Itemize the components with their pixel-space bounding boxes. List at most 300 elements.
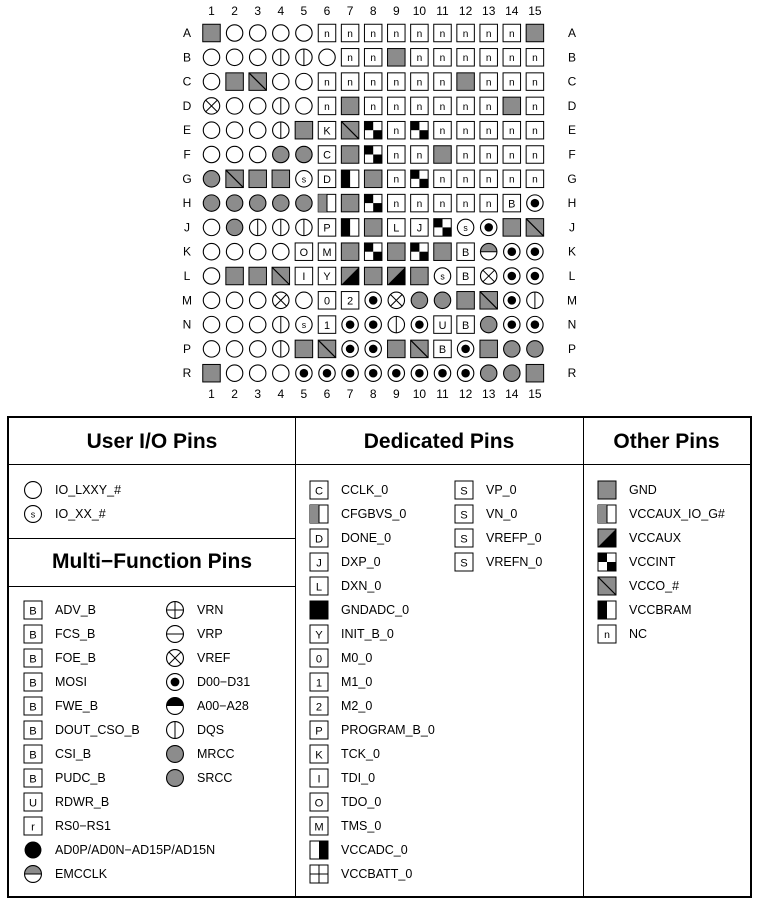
pin-G6 — [318, 170, 336, 188]
svg-text:n: n — [485, 198, 492, 210]
legend-label: A00−A28 — [197, 699, 249, 713]
pin-M6 — [318, 292, 336, 310]
row-label-left: R — [182, 366, 192, 381]
legend-label: MOSI — [55, 675, 87, 689]
svg-text:n: n — [393, 174, 400, 186]
srcc-icon — [165, 768, 185, 788]
nc-icon — [597, 624, 617, 644]
pin-G13 — [480, 170, 498, 188]
column-label-top: 10 — [412, 4, 427, 18]
pin-F13 — [480, 146, 498, 164]
pin-L11 — [434, 268, 450, 284]
a00-icon — [165, 696, 185, 716]
pin-B13 — [480, 49, 498, 67]
pin-B1 — [203, 49, 219, 65]
letter-s-icon — [454, 528, 474, 548]
svg-text:n: n — [532, 77, 538, 89]
letter-c-icon — [309, 480, 329, 500]
pin-N12 — [457, 316, 475, 334]
pin-N6 — [318, 316, 336, 334]
legend-label: D00−D31 — [197, 675, 251, 689]
svg-text:Y: Y — [315, 629, 323, 642]
legend-item — [597, 528, 681, 548]
svg-text:K: K — [315, 749, 323, 762]
svg-text:O: O — [314, 797, 324, 810]
legend-label: DQS — [197, 723, 225, 737]
pin-G7 — [341, 170, 359, 188]
row-label-right: M — [567, 293, 577, 308]
legend-label: GND — [629, 483, 657, 497]
pin-B14 — [503, 49, 521, 67]
pin-J15 — [526, 219, 544, 237]
svg-text:n: n — [393, 101, 400, 113]
legend-item — [309, 792, 381, 812]
row-label-right: R — [567, 366, 577, 381]
pin-J10 — [411, 219, 429, 237]
pin-A15 — [526, 24, 544, 42]
letter-b-icon — [23, 720, 43, 740]
letter-i-icon — [309, 768, 329, 788]
legend-item — [309, 768, 375, 788]
pin-F4 — [273, 146, 289, 162]
svg-text:L: L — [393, 222, 400, 235]
pin-P12 — [457, 341, 473, 357]
row-label-left: B — [182, 50, 192, 65]
svg-text:S: S — [460, 557, 468, 570]
letter-r-icon — [23, 816, 43, 836]
pin-R1 — [203, 364, 221, 382]
pin-R10 — [411, 365, 427, 381]
pin-L13 — [480, 268, 496, 284]
pin-D2 — [226, 98, 242, 114]
svg-text:n: n — [370, 101, 377, 113]
pin-R6 — [319, 365, 335, 381]
row-label-right: G — [567, 171, 577, 186]
letter-l-icon — [309, 576, 329, 596]
pin-E3 — [249, 122, 265, 138]
letter-u-icon — [23, 792, 43, 812]
pin-N7 — [342, 316, 358, 332]
svg-text:B: B — [29, 677, 37, 690]
legend-label: DXP_0 — [341, 555, 381, 569]
row-label-left: J — [184, 220, 190, 235]
svg-text:n: n — [370, 28, 377, 40]
vccint-icon — [597, 552, 617, 572]
legend-label: TDI_0 — [341, 771, 376, 785]
pin-N4 — [273, 316, 289, 332]
pin-E4 — [273, 122, 289, 138]
pin-D15 — [526, 97, 544, 115]
pin-J12 — [457, 219, 473, 235]
pin-F10 — [411, 146, 429, 164]
vccbram-icon — [597, 600, 617, 620]
pin-D8 — [364, 97, 382, 115]
legend-item — [309, 840, 408, 860]
ad0p-icon — [23, 840, 43, 860]
column-label-bottom: 5 — [300, 387, 308, 401]
column-label-top: 12 — [458, 4, 473, 18]
pin-E9 — [388, 121, 406, 139]
row-label-left: H — [182, 196, 192, 211]
svg-text:n: n — [604, 629, 610, 641]
pin-M4 — [273, 292, 289, 308]
pin-A4 — [273, 25, 289, 41]
pin-P5 — [295, 340, 313, 358]
pin-D9 — [388, 97, 406, 115]
svg-text:B: B — [29, 725, 37, 738]
svg-text:D: D — [323, 174, 331, 186]
pin-F3 — [249, 146, 265, 162]
legend-label: FCS_B — [55, 627, 96, 641]
vrp-icon — [165, 624, 185, 644]
pin-B2 — [226, 49, 242, 65]
pin-J6 — [318, 219, 336, 237]
legend-item — [23, 648, 96, 668]
svg-text:n: n — [324, 101, 330, 113]
row-label-right: A — [567, 26, 577, 40]
legend-item — [23, 480, 121, 500]
column-label-bottom: 2 — [231, 387, 238, 401]
row-label-right: B — [567, 50, 577, 65]
pin-D3 — [249, 98, 265, 114]
svg-text:n: n — [532, 150, 538, 162]
pin-H3 — [249, 195, 265, 211]
svg-text:B: B — [29, 629, 37, 642]
pin-M3 — [249, 292, 265, 308]
pin-L9 — [388, 267, 406, 285]
legend-label: CSI_B — [55, 747, 92, 761]
pin-P15 — [527, 341, 543, 357]
d00-icon — [165, 672, 185, 692]
pin-D5 — [296, 98, 312, 114]
column-label-top: 11 — [436, 4, 449, 18]
legend-label: PROGRAM_B_0 — [341, 723, 435, 737]
svg-text:n: n — [462, 126, 469, 138]
pin-J5 — [296, 219, 312, 235]
pin-C10 — [411, 73, 429, 91]
letter-b-icon — [23, 624, 43, 644]
column-label-bottom: 1 — [208, 387, 215, 401]
svg-text:n: n — [508, 53, 515, 65]
pin-P1 — [203, 341, 219, 357]
svg-text:n: n — [393, 126, 400, 138]
pin-P9 — [388, 340, 406, 358]
letter-b-icon — [23, 744, 43, 764]
row-label-left: G — [182, 171, 192, 186]
pin-C5 — [296, 73, 312, 89]
pin-A1 — [203, 24, 221, 42]
letter-b-icon — [23, 672, 43, 692]
pin-E10 — [411, 121, 429, 139]
svg-text:P: P — [323, 222, 331, 235]
legend-item — [309, 720, 435, 740]
row-label-left: P — [182, 341, 192, 356]
legend-item — [165, 720, 224, 740]
pin-N8 — [365, 316, 381, 332]
pin-R2 — [226, 365, 242, 381]
svg-text:n: n — [439, 77, 446, 89]
pin-P6 — [318, 340, 336, 358]
dqs-icon — [165, 720, 185, 740]
pin-A2 — [226, 25, 242, 41]
pin-M15 — [527, 292, 543, 308]
legend-label: VRN — [197, 603, 224, 617]
legend-item — [309, 696, 372, 716]
svg-text:s: s — [30, 509, 36, 520]
svg-text:n: n — [485, 150, 492, 162]
pin-M7 — [341, 292, 359, 310]
pin-H1 — [203, 195, 219, 211]
pin-L2 — [226, 267, 244, 285]
legend-label: GNDADC_0 — [341, 603, 410, 617]
column-label-top: 8 — [369, 4, 377, 18]
pin-C11 — [434, 73, 452, 91]
pin-E14 — [503, 121, 521, 139]
pin-G5 — [296, 171, 312, 187]
package-pin-map — [0, 0, 761, 410]
pin-P8 — [365, 341, 381, 357]
svg-text:n: n — [393, 150, 400, 162]
legend-item — [309, 648, 372, 668]
legend-label: VREFN_0 — [486, 555, 543, 569]
pin-C4 — [273, 73, 289, 89]
legend-item — [309, 864, 412, 884]
legend-item — [309, 600, 409, 620]
pin-M11 — [434, 292, 450, 308]
legend-label: DONE_0 — [341, 531, 392, 545]
svg-text:n: n — [347, 53, 353, 65]
letter-o-icon — [309, 792, 329, 812]
svg-text:n: n — [416, 150, 423, 162]
svg-text:n: n — [324, 28, 330, 40]
pin-J13 — [480, 219, 496, 235]
pin-R12 — [457, 365, 473, 381]
pin-C15 — [526, 73, 544, 91]
svg-text:n: n — [508, 28, 515, 40]
row-label-left: L — [183, 269, 191, 283]
pin-L12 — [457, 267, 475, 285]
pin-N15 — [527, 316, 543, 332]
letter-s-icon — [454, 480, 474, 500]
svg-text:U: U — [438, 319, 447, 332]
mrcc-icon — [165, 744, 185, 764]
pin-G9 — [388, 170, 406, 188]
pin-B7 — [341, 49, 359, 67]
pin-D4 — [273, 98, 289, 114]
gnd-icon — [597, 480, 617, 500]
pin-M2 — [226, 292, 242, 308]
legend-divider — [9, 538, 295, 539]
pin-A8 — [364, 24, 382, 42]
pin-L5 — [295, 267, 313, 285]
pin-J9 — [388, 219, 406, 237]
column-label-bottom: 7 — [346, 387, 354, 401]
pin-F8 — [364, 146, 382, 164]
svg-text:n: n — [370, 77, 377, 89]
pin-G12 — [457, 170, 475, 188]
pin-R5 — [296, 365, 312, 381]
pin-K1 — [203, 243, 219, 259]
svg-text:n: n — [347, 77, 353, 89]
row-label-right: L — [568, 269, 576, 283]
svg-text:s: s — [301, 174, 307, 185]
letter-b-icon — [23, 648, 43, 668]
svg-text:s: s — [440, 271, 445, 282]
pin-L8 — [364, 267, 382, 285]
svg-text:n: n — [485, 28, 492, 40]
legend-label: ADV_B — [55, 603, 96, 617]
pin-P4 — [273, 341, 289, 357]
letter-d-icon — [309, 528, 329, 548]
pin-H10 — [411, 194, 429, 212]
pin-K9 — [388, 243, 406, 261]
pin-L4 — [272, 267, 290, 285]
pin-D11 — [434, 97, 452, 115]
pin-A13 — [480, 24, 498, 42]
legend-divider — [9, 586, 295, 587]
emcclk-icon — [23, 864, 43, 884]
legend-item — [23, 792, 109, 812]
svg-text:2: 2 — [347, 295, 354, 308]
legend-item — [165, 672, 250, 692]
dedicated-title: Dedicated Pins — [363, 430, 515, 453]
legend-label: RDWR_B — [55, 795, 110, 809]
pin-D1 — [203, 98, 219, 114]
pin-P10 — [411, 340, 429, 358]
pin-H15 — [527, 195, 543, 211]
row-label-right: H — [567, 196, 577, 211]
pin-H7 — [341, 194, 359, 212]
io-icon — [23, 480, 43, 500]
svg-text:n: n — [462, 174, 469, 186]
pin-C2 — [226, 73, 244, 91]
pin-B9 — [388, 49, 406, 67]
row-label-right: K — [567, 244, 577, 259]
legend-label: FOE_B — [55, 651, 96, 665]
svg-text:s: s — [463, 222, 468, 233]
legend-label: CFGBVS_0 — [341, 507, 407, 521]
legend-item — [597, 576, 679, 596]
svg-text:B: B — [461, 319, 470, 332]
legend-item — [23, 744, 91, 764]
svg-text:S: S — [460, 533, 468, 546]
pin-L6 — [318, 267, 336, 285]
legend-item — [23, 864, 107, 884]
pin-P2 — [226, 341, 242, 357]
pin-P7 — [342, 341, 358, 357]
svg-text:B: B — [461, 271, 470, 284]
legend-divider — [295, 464, 583, 465]
row-label-right: P — [567, 341, 577, 356]
pin-K4 — [273, 243, 289, 259]
legend-item — [23, 816, 111, 836]
cfgbvs-icon — [597, 504, 617, 524]
pin-L7 — [341, 267, 359, 285]
pin-J7 — [341, 219, 359, 237]
vccadc-icon — [309, 840, 329, 860]
pin-A14 — [503, 24, 521, 42]
svg-text:D: D — [314, 533, 324, 546]
legend-label: VCCAUX_IO_G# — [629, 507, 725, 521]
pin-G10 — [411, 170, 429, 188]
legend-item — [309, 744, 380, 764]
svg-text:n: n — [416, 28, 423, 40]
svg-text:I: I — [302, 271, 306, 284]
legend-label: MRCC — [197, 747, 235, 761]
legend-divider — [295, 418, 296, 896]
legend-divider — [583, 418, 584, 896]
pin-G14 — [503, 170, 521, 188]
pin-K3 — [249, 243, 265, 259]
pin-G4 — [272, 170, 290, 188]
other-title: Other Pins — [613, 430, 720, 453]
svg-text:1: 1 — [315, 677, 323, 690]
pin-A12 — [457, 24, 475, 42]
svg-text:C: C — [323, 149, 331, 162]
legend-item — [165, 744, 235, 764]
pin-H11 — [434, 194, 452, 212]
row-label-right: C — [567, 74, 577, 89]
pin-M13 — [480, 292, 498, 310]
column-label-bottom: 12 — [458, 387, 473, 401]
legend-item — [165, 600, 223, 620]
svg-text:Y: Y — [323, 271, 331, 284]
pin-R9 — [388, 365, 404, 381]
column-label-bottom: 8 — [369, 387, 377, 401]
pin-F12 — [457, 146, 475, 164]
pin-K12 — [457, 243, 475, 261]
legend-label: M1_0 — [341, 675, 373, 689]
column-label-bottom: 14 — [505, 387, 519, 401]
pin-D7 — [341, 97, 359, 115]
column-label-top: 3 — [254, 4, 262, 18]
column-label-top: 15 — [528, 4, 542, 18]
svg-text:n: n — [508, 126, 515, 138]
pin-N14 — [504, 316, 520, 332]
pin-K14 — [504, 243, 520, 259]
svg-text:n: n — [485, 126, 492, 138]
legend-label: PUDC_B — [55, 771, 106, 785]
pin-K7 — [341, 243, 359, 261]
column-label-bottom: 13 — [482, 387, 496, 401]
s-icon — [23, 504, 43, 524]
column-label-top: 13 — [482, 4, 496, 18]
pin-J3 — [249, 219, 265, 235]
letter-s-icon — [454, 552, 474, 572]
legend-divider — [583, 464, 750, 465]
legend-item — [454, 552, 542, 572]
svg-text:r: r — [31, 821, 35, 834]
column-label-top: 5 — [300, 4, 308, 18]
legend-item — [597, 552, 676, 572]
svg-text:n: n — [393, 77, 400, 89]
pin-B15 — [526, 49, 544, 67]
legend-label: VCCBATT_0 — [341, 867, 413, 881]
pin-P13 — [480, 340, 498, 358]
pin-G2 — [226, 170, 244, 188]
svg-text:n: n — [416, 198, 423, 210]
legend-item — [309, 624, 394, 644]
legend-label: DXN_0 — [341, 579, 382, 593]
pin-B11 — [434, 49, 452, 67]
svg-text:J: J — [316, 557, 322, 570]
svg-text:n: n — [532, 126, 538, 138]
svg-text:n: n — [485, 53, 492, 65]
legend-item — [23, 672, 87, 692]
svg-text:n: n — [416, 77, 423, 89]
letter-k-icon — [309, 744, 329, 764]
pin-C6 — [318, 73, 336, 91]
